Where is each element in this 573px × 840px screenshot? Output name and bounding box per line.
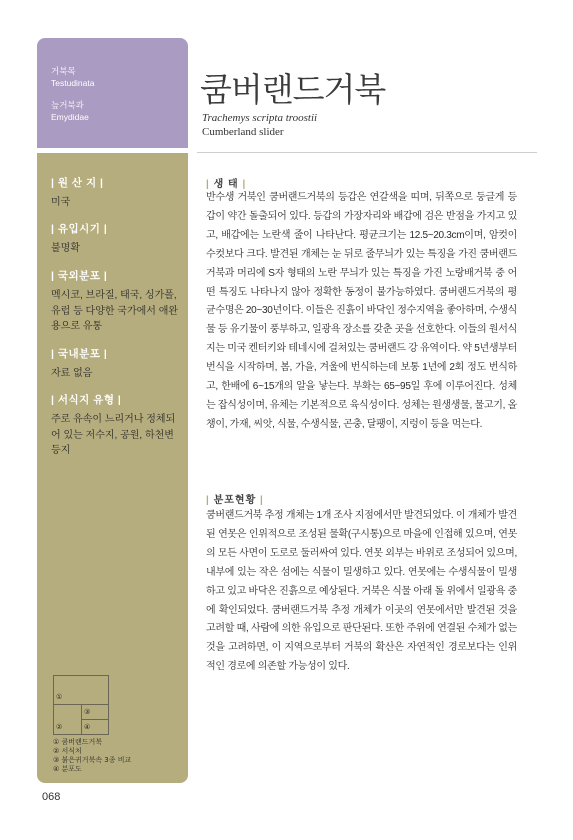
photo-cell-4-number: ④: [84, 723, 91, 731]
intro-period-value: 불명확: [51, 243, 80, 254]
overseas-range-section: [51, 268, 179, 335]
photo-cell-2-number: ②: [56, 723, 63, 731]
domestic-range-value: 자료 없음: [51, 368, 93, 379]
habitat-type-section: [51, 392, 179, 459]
photo-legend-item: ② 서식처: [53, 747, 82, 755]
scientific-name: Trachemys scripta troostii: [202, 112, 318, 124]
heading-bar-right: |: [260, 495, 264, 506]
order-latin: Testudinata: [51, 78, 95, 88]
ecology-heading-text: 생 태: [213, 179, 239, 190]
heading-bar-right: |: [242, 179, 247, 190]
habitat-type-value: 주로 유속이 느리거나 정체되어 있는 저수지, 공원, 하천변 등지: [51, 414, 176, 456]
family-korean: 늪거북과: [51, 100, 84, 110]
habitat-type-label: | 서식지 유형 |: [51, 394, 122, 406]
intro-period-label: | 유입시기 |: [51, 223, 108, 235]
distribution-text: 쿰버랜드거북 추정 개체는 1개 조사 지점에서만 발견되었다. 이 개체가 발견된 연못은 인위적으로 조성된 물확(구시통)으로 마을에 인접해 있으며, 연못의 모든 사면이 도로로 둘러싸여 있다. 연못 외부는 바위로 조성되어 있으며, 내부에 있는 작은 섬에는 식물이 밀생하고 있다. 연못에는 수생식물이 밀생하고 있고 바닥은 진흙으로 예상된다. 거북은 식물 아래 돌 위에서 일광욕 중에 확인되었다. 쿰버랜드거북 추정 개체가 이곳의 연못에서만 발견된 것을 고려할 때, 사람에 의한 유입으로 판단된다. 또한 주위에 연결된 수체가 없는 것을 고려하면, 이 지역으로부터 거북의 확산은 자연적인 경로보다는 인위적인 경로에 의존할 가능성이 있다.: [206, 510, 517, 673]
title-divider: [197, 152, 537, 153]
heading-bar-left: |: [206, 495, 210, 506]
domestic-range-section: [51, 346, 179, 382]
photo-legend: [53, 738, 183, 774]
heading-bar-left: |: [206, 179, 210, 190]
origin-section: [51, 175, 179, 211]
domestic-range-label: | 국내분포 |: [51, 348, 108, 360]
intro-period-section: [51, 221, 179, 257]
family-latin: Emydidae: [51, 112, 89, 122]
taxonomy-box: [37, 38, 188, 148]
origin-label: | 원 산 지 |: [51, 177, 104, 189]
overseas-range-value: 멕시코, 브라질, 태국, 싱가폴, 유럽 등 다양한 국가에서 애완용으로 유통: [51, 290, 179, 332]
order-korean: 거북목: [51, 66, 76, 76]
photo-legend-item: ③ 붉은귀거북속 3종 비교: [53, 756, 132, 764]
photo-legend-item: ④ 분포도: [53, 765, 82, 773]
common-name: Cumberland slider: [202, 126, 284, 138]
species-title: 쿰버랜드거북: [200, 70, 386, 109]
distribution-heading: [206, 491, 264, 506]
ecology-heading: [206, 175, 246, 190]
origin-value: 미국: [51, 197, 71, 208]
distribution-heading-text: 분포현황: [213, 495, 257, 506]
overseas-range-label: | 국외분포 |: [51, 270, 108, 282]
photo-cell-1-number: ①: [56, 693, 63, 701]
photo-cell-3-number: ③: [84, 708, 91, 716]
photo-legend-item: ① 쿰버랜드거북: [53, 738, 103, 746]
ecology-text: 반수생 거북인 쿰버랜드거북의 등갑은 연갈색을 띠며, 뒤쪽으로 둥글게 등갑이 약간 돌출되어 있다. 등갑의 가장자리와 배갑에 검은 반점을 가지고 있고, 배갑에는 노란색 줄이 나타난다. 평균크기는 12.5~20.3cm이며, 암컷이 수컷보다 크다. 발견된 개체는 눈 뒤로 줄무늬가 있는 특징을 가진 쿰버랜드거북과 머리에 S자 형태의 노란 무늬가 있는 특징을 가진 노랑배거북 중 어떤 특징도 나타나지 않아 정확한 동정이 불가능하였다. 쿰버랜드거북의 평균수명은 20~30년이다. 이들은 진흙이 바닥인 정수지역을 좋아하며, 수생식물 등 유기물이 풍부하고, 일광욕 장소를 갖춘 곳을 선호한다. 이들의 원서식지는 미국 켄터키와 테네시에 걸쳐있는 쿰버랜드 강 유역이다. 약 5년생부터 번식을 시작하며, 봄, 가을, 겨울에 번식하는데 보통 1년에 2회 정도 번식하고, 한배에 6~15개의 알을 낳는다. 부화는 65~95일 후에 이루어진다. 성체는 잡식성이며, 유체는 기본적으로 육식성이다. 성체는 원생생물, 물고기, 올챙이, 가재, 씨앗, 식물, 수생식물, 곤충, 달팽이, 지렁이 등을 먹는다.: [206, 192, 517, 430]
photo-index-diagram: [53, 675, 109, 735]
page-number: 068: [42, 791, 61, 803]
